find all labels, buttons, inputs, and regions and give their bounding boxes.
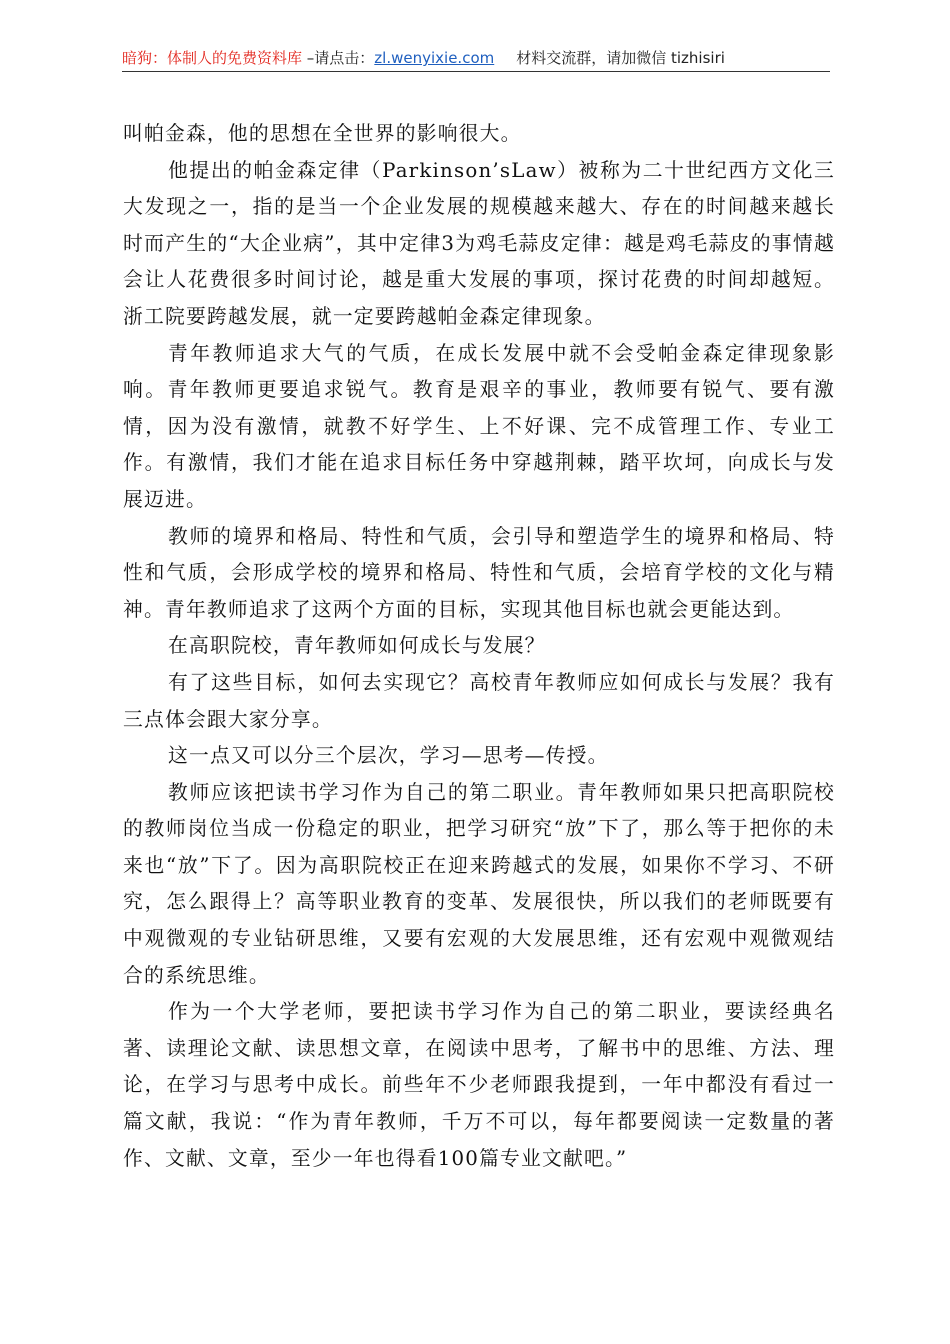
paragraph: 教师的境界和格局、特性和气质，会引导和塑造学生的境界和格局、特性和气质，会形成学校的境界和格局、特性和气质，会培育学校的文化与精神。青年教师追求了这两个方面的目标，实现其他目标也就会更能达到。: [123, 524, 835, 621]
paragraph: 教师应该把读书学习作为自己的第二职业。青年教师如果只把高职院校的教师岗位当成一份稳定的职业，把学习研究“放”下了，那么等于把你的未来也“放”下了。因为高职院校正在迎来跨越式的发展，如果你不学习、不研究，怎么跟得上？高等职业教育的变革、发展很快，所以我们的老师既要有中观微观的专业钻研思维，又要有宏观的大发展思维，还有宏观中观微观结合的系统思维。: [123, 780, 835, 987]
paragraph: 青年教师追求大气的气质，在成长发展中就不会受帕金森定律现象影响。青年教师更要追求锐气。教育是艰辛的事业，教师要有锐气、要有激情，因为没有激情，就教不好学生、上不好课、完不成管理工作、专业工作。有激情，我们才能在追求目标任务中穿越荆棘，踏平坎坷，向成长与发展迈进。: [123, 341, 835, 511]
page-header: [122, 46, 830, 70]
header-brand: 暗狗：体制人的免费资料库: [122, 49, 303, 67]
paragraph: 他提出的帕金森定律（Parkinson’sLaw）被称为二十世纪西方文化三大发现之一，指的是当一个企业发展的规模越来越大、存在的时间越来越长时而产生的“大企业病”，其中定律3为鸡毛蒜皮定律：越是鸡毛蒜皮的事情越会让人花费很多时间讨论，越是重大发展的事项，探讨花费的时间却越短。浙工院要跨越发展，就一定要跨越帕金森定律现象。: [123, 158, 835, 328]
header-prompt: –请点击：: [302, 49, 375, 67]
document-body: [123, 116, 835, 1177]
header-divider: [122, 71, 830, 72]
header-wechat-note: 材料交流群，请加微信 tizhisiri: [516, 49, 725, 67]
paragraph-continuation: 叫帕金森，他的思想在全世界的影响很大。: [123, 122, 522, 145]
paragraph: 有了这些目标，如何去实现它？高校青年教师应如何成长与发展？我有三点体会跟大家分享。: [123, 670, 835, 731]
section-question: 在高职院校，青年教师如何成长与发展？: [168, 634, 546, 658]
paragraph: 这一点又可以分三个层次，学习—思考—传授。: [168, 744, 609, 768]
header-link[interactable]: zl.wenyixie.com: [374, 49, 495, 67]
paragraph: 作为一个大学老师，要把读书学习作为自己的第二职业，要读经典名著、读理论文献、读思想文章，在阅读中思考，了解书中的思维、方法、理论，在学习与思考中成长。前些年不少老师跟我提到，一年中都没有看过一篇文献，我说：“作为青年教师，千万不可以，每年都要阅读一定数量的著作、文献、文章，至少一年也得看100篇专业文献吧。”: [123, 1000, 835, 1170]
